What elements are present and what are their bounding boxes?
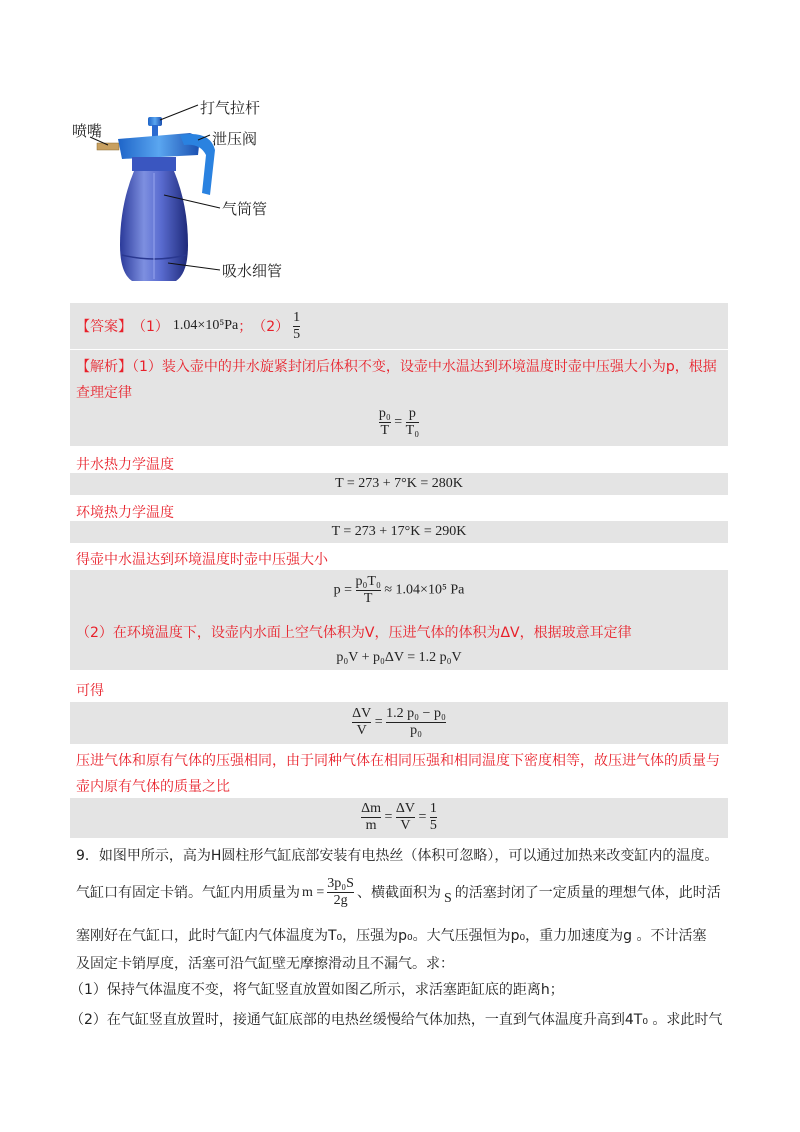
conclusion-line1: 压进气体和原有气体的压强相同，由于同种气体在相同压强和相同温度下密度相等，故压进气体的质量与 [76, 753, 720, 769]
equation-volume-ratio: $\frac{\Delta V}{V}$ = $\frac{\text{1.2 p₀ − p₀}}{\text{p₀}}$ [352, 706, 446, 738]
problem9-line4: 及固定卡销厚度，活塞可沿气缸壁无摩擦滑动且不漏气。求： [76, 956, 454, 972]
answer-part1-value: 1.04×10⁵Pa [172, 318, 239, 333]
analysis-text-1: （1）装入壶中的井水旋紧封闭后体积不变，设壶中水温达到环境温度时壶中压强大小为p，根据 [132, 359, 717, 375]
label-nozzle: 喷嘴 [72, 122, 103, 140]
can-get-label: 可得 [76, 683, 104, 699]
answer-part1-num: （1） [132, 319, 169, 335]
answer-separator: ； [238, 319, 253, 335]
label-pump-rod: 打气拉杆 [200, 99, 261, 117]
equation-well-temp: T = 273 + 7°K = 280K [335, 476, 463, 491]
equation-pressure: p = $\frac{\text{p₀T₀}}{T}$ ≈ 1.04×10⁵ Pa [333, 574, 465, 606]
env-temp-label: 环境热力学温度 [76, 505, 174, 521]
problem9-line3: 塞刚好在气缸口，此时气缸内气体温度为T₀，压强为p₀。大气压强恒为p₀，重力加速度为g 。不计活塞 [76, 928, 707, 944]
answer-part2-top: 1 [293, 309, 301, 325]
result-label: 得壶中水温达到环境温度时壶中压强大小 [76, 552, 328, 568]
analysis-line2: 查理定律 [76, 385, 132, 401]
problem9-line6: （2）在气缸竖直放置时，接通气缸底部的电热丝缓慢给气体加热，一直到气体温度升高到4T₀ 。求此时气 [70, 1012, 723, 1028]
equation-mass-ratio: $\frac{\Delta m}{m}$ = $\frac{\Delta V}{V}$ = $\frac{1}{5}$ [361, 801, 437, 833]
answer-tag: 【答案】 [76, 319, 132, 335]
answer-line [76, 308, 300, 344]
label-cylinder: 气筒管 [222, 200, 268, 218]
problem9-line5: （1）保持气体温度不变，将气缸竖直放置如图乙所示，求活塞距缸底的距离h； [70, 982, 564, 998]
well-temp-label: 井水热力学温度 [76, 457, 174, 473]
answer-part2-num: （2） [252, 319, 290, 335]
label-relief-valve: 泄压阀 [212, 130, 258, 148]
analysis-line1 [76, 356, 717, 376]
equation-env-temp: T = 273 + 17°K = 290K [331, 524, 467, 539]
problem9-line1: 9．如图甲所示，高为H圆柱形气缸底部安装有电热丝（体积可忽略），可以通过加热来改变缸内的温度。 [76, 848, 719, 864]
conclusion-line2: 壶内原有气体的质量之比 [76, 779, 230, 795]
problem9-line2: 气缸口有固定卡销。气缸内用质量为 m = $\frac{\text{3p₀S}}{2g}$ 、横截面积为 S 的活塞封闭了一定质量的理想气体，此时活 [76, 876, 721, 908]
analysis-tag: 【解析】 [76, 359, 132, 375]
label-suction-tube: 吸水细管 [222, 262, 283, 280]
equation-charles-law: $\frac{\text{p₀}}{T}$ = $\frac{p}{\text{T₀}}$ [378, 406, 420, 438]
mass-fraction: $\frac{\text{3p₀S}}{2g}$ [327, 876, 354, 908]
equation-boyle: p₀V + p₀ΔV = 1.2 p₀V [336, 650, 462, 665]
answer-part2-bottom: 5 [293, 326, 301, 342]
answer-part2-fraction [293, 310, 300, 343]
analysis-part2-line: （2）在环境温度下，设壶内水面上空气体积为V，压进气体的体积为ΔV，根据玻意耳定律 [76, 625, 632, 641]
